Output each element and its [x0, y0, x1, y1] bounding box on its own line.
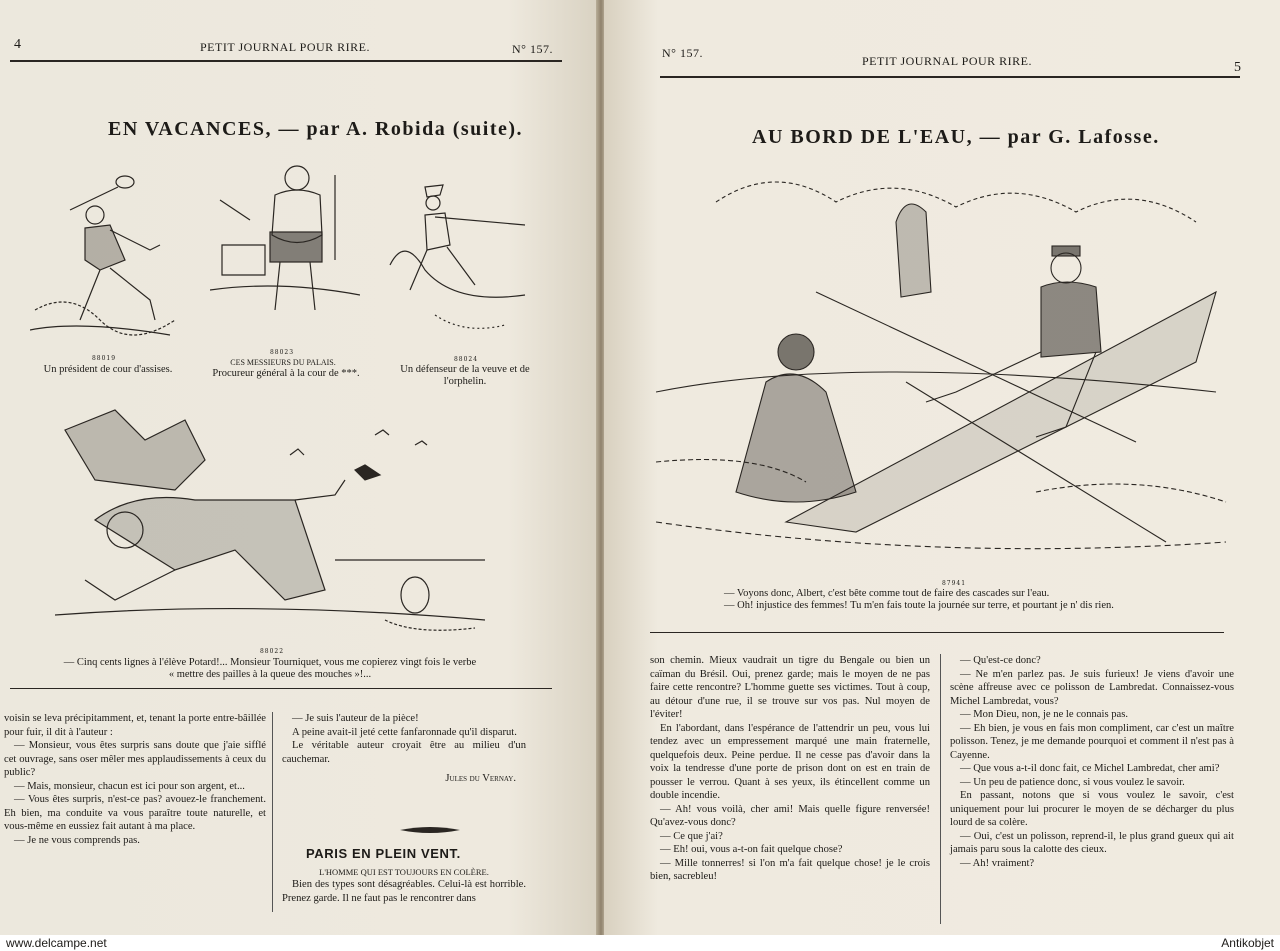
paragraph: — Eh! oui, vous a-t-on fait quelque chose?: [660, 844, 843, 855]
paragraph: — Que vous a-t-il donc fait, ce Michel Lambredat, cher ami?: [960, 763, 1220, 774]
figure-number: 88023: [269, 349, 295, 356]
figure-number: 88022: [259, 648, 285, 655]
header-rule: [660, 76, 1240, 78]
illustration-judge: [30, 170, 180, 345]
section-rule: [10, 688, 552, 689]
running-head: PETIT JOURNAL POUR RIRE.: [200, 40, 371, 54]
paragraph: — Oui, c'est un polisson, reprend-il, le plus grand gueux qui ait jamais paru sous la calotte des cieux.: [950, 830, 1234, 855]
paragraph: — Je ne vous comprends pas.: [14, 834, 140, 846]
paragraph: — Mon Dieu, non, je ne le connais pas.: [960, 709, 1128, 720]
ornament-divider: [400, 826, 460, 834]
column-divider: [272, 712, 273, 912]
author-signature: Jules du Vernay.: [445, 773, 516, 784]
figure-caption: Un défenseur de la veuve et de l'orphelin.: [400, 364, 530, 387]
page-number: 4: [14, 37, 22, 52]
paragraph: — Ne m'en parlez pas. Je suis furieux! Je viens d'avoir une scène affreuse avec ce polisson de Lambredat. Connaissez-vous Michel Lambredat, vous?: [950, 668, 1234, 707]
figure-caption-heading: CES MESSIEURS DU PALAIS.: [230, 358, 336, 367]
page-number: 5: [1234, 60, 1242, 75]
text-column-2: [282, 712, 526, 786]
section-rule: [650, 632, 1224, 633]
paragraph: — Un peu de patience donc, si vous voulez le savoir.: [960, 776, 1185, 788]
issue-number: N° 157.: [512, 42, 553, 56]
illustration-hunter: [385, 175, 535, 350]
paragraph: En l'abordant, dans l'espérance de l'attendrir un peu, vous lui tendez avec un empressement marqué une main fraternelle, quelquefois deux. Peine perdue. Il ne cesse pas d'avoir dans la voix la tendresse d'une porte de prison dont on est en train de pousser le verrou. Quant à ses yeux, ils étincellent comme un double incendie.: [650, 722, 930, 801]
paragraph: — Mais, monsieur, chacun est ici pour son argent, et...: [14, 780, 245, 792]
paragraph: voisin se leva précipitamment, et, tenant la porte entre-bâillée pour fuir, il dit à l'auteur :: [4, 713, 266, 738]
paragraph: — Ce que j'ai?: [660, 830, 723, 842]
source-watermark-right: Antikobjet: [1221, 936, 1274, 950]
paragraph: — Ah! vraiment?: [960, 857, 1035, 869]
article-title: AU BORD DE L'EAU, — par G. Lafosse.: [752, 126, 1160, 148]
paragraph: — Ah! vous voilà, cher ami! Mais quelle figure renversée! Qu'avez-vous donc?: [650, 803, 930, 828]
paragraph: — Qu'est-ce donc?: [960, 655, 1041, 666]
paragraph: — Monsieur, vous êtes surpris sans doute que j'aie sifflé cet ouvrage, sans oser mêler mes applaudissements à ceux du public?: [4, 740, 266, 778]
figure-number: 87941: [941, 580, 967, 587]
section-text: Bien des types sont désagréables. Celui-là est horrible. Prenez garde. Il ne faut pas le rencontrer dans: [282, 879, 526, 904]
header-rule: [10, 60, 562, 62]
paragraph: Le véritable auteur croyait être au milieu d'un cauchemar.: [282, 740, 526, 765]
running-head: PETIT JOURNAL POUR RIRE.: [862, 54, 1033, 68]
left-page: [0, 0, 598, 951]
paragraph: son chemin. Mieux vaudrait un tigre du Bengale ou bien un caïman du Brésil. Oui, prenez garde; mais le moyen de ne pas faire cette rencontre? L'homme guette ses victimes. Tout à coup, au détour d'une rue, il se trouve sur vos pas. Nul moyen de l'éviter!: [650, 655, 930, 720]
text-column-1: [4, 712, 266, 847]
source-watermark-left: www.delcampe.net: [6, 936, 107, 950]
right-page: [604, 0, 1280, 951]
illustration-prosecutor: [210, 160, 360, 330]
column-divider: [940, 654, 941, 924]
text-column-2: [950, 654, 1234, 870]
figure-caption-line: — Oh! injustice des femmes! Tu m'en fais toute la journée sur terre, et pourtant je n' dis rien.: [724, 600, 1114, 611]
paragraph: — Mille tonnerres! si l'on m'a fait quelque chose! je le crois bien, sacrebleu!: [650, 857, 930, 882]
paragraph: — Je suis l'auteur de la pièce!: [292, 713, 419, 724]
section-subtitle: L'HOMME QUI EST TOUJOURS EN COLÈRE.: [319, 867, 489, 877]
section-title: PARIS EN PLEIN VENT.: [306, 846, 461, 861]
paragraph: — Vous êtes surpris, n'est-ce pas? avouez-le franchement. Eh bien, ma conduite va vous paraître toute naturelle, et vous-même en eussiez fait autant à ma place.: [4, 794, 266, 832]
figure-caption: Procureur général à la cour de ***.: [212, 368, 360, 379]
watermark-bar: [0, 935, 1280, 951]
figure-caption-line: — Voyons donc, Albert, c'est bête comme tout de faire des cascades sur l'eau.: [724, 588, 1050, 599]
text-column-1: [650, 654, 930, 884]
paragraph: — Eh bien, je vous en fais mon compliment, car c'est un maître polisson. Tenez, je me demande pourquoi et comment il n'est pas à Cayenne.: [950, 722, 1234, 761]
figure-caption: Un président de cour d'assises.: [43, 364, 173, 375]
illustration-boat-scene: [656, 162, 1236, 582]
illustration-schoolmaster: [55, 400, 495, 650]
figure-caption: — Cinq cents lignes à l'élève Potard!... Monsieur Tourniquet, vous me copierez vingt fois le verbe « mettre des pailles à la queue des mouches »!...: [63, 657, 477, 680]
figure-number: 88024: [453, 356, 479, 363]
issue-number: N° 157.: [662, 46, 703, 60]
paragraph: En passant, notons que si vous voulez le savoir, c'est uniquement pour lui procurer le moyen de se décharger du plus lourd de sa colère.: [950, 790, 1234, 828]
article-title: EN VACANCES, — par A. Robida (suite).: [108, 118, 524, 140]
paragraph: A peine avait-il jeté cette fanfaronnade qu'il disparut.: [292, 726, 517, 738]
figure-number: 88019: [91, 355, 117, 362]
